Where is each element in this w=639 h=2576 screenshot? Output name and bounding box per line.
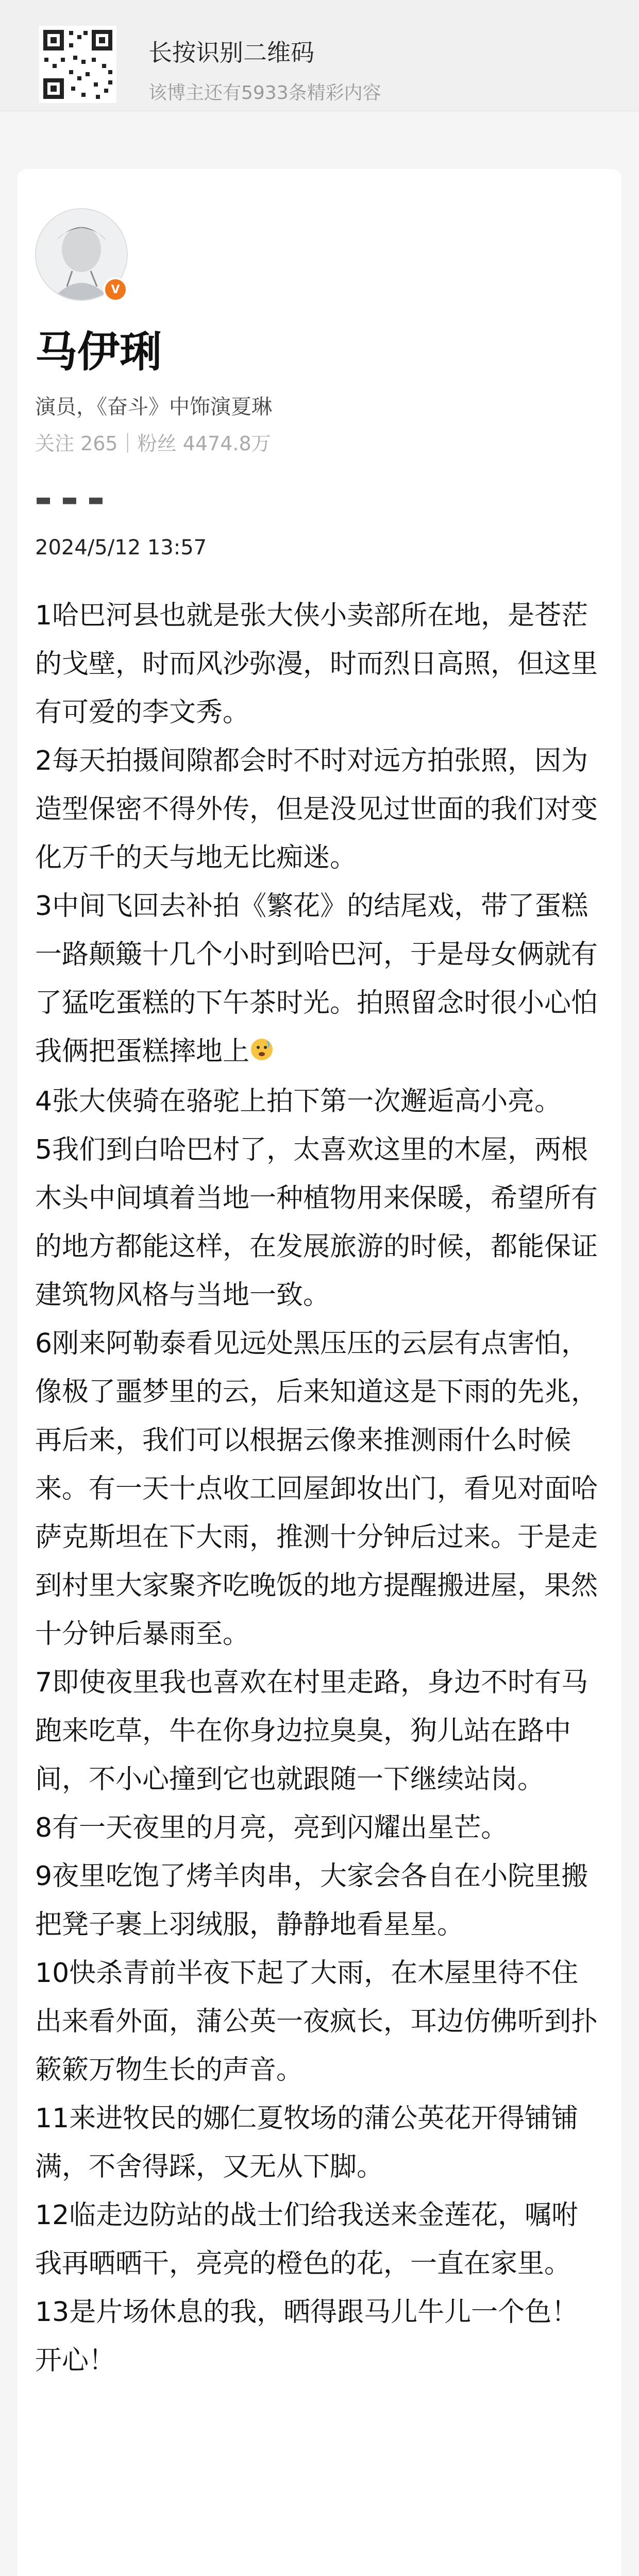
qr-code-icon[interactable] — [39, 26, 116, 103]
weibo-post-card — [18, 169, 621, 2576]
post-date: 2024/5/12 13:57 — [35, 536, 207, 560]
paragraph-1: 1哈巴河县也就是张大侠小卖部所在地，是苍茫的戈壁，时而风沙弥漫，时而烈日高照，但这里有可爱的李文秀。 — [35, 600, 598, 728]
paragraph-3 — [35, 882, 604, 1077]
paragraph-8: 8有一天夜里的月亮，亮到闪耀出星芒。 — [35, 1812, 508, 1843]
verified-badge-icon: V — [103, 277, 128, 302]
paragraph-10: 10快杀青前半夜下起了大雨，在木屋里待不住出来看外面，蒲公英一夜疯长，耳边仿佛听到扑簌簌万物生长的声音。 — [35, 1958, 598, 2086]
follow-stats: 关注 265｜粉丝 4474.8万 — [35, 432, 271, 455]
scared-emoji-icon — [249, 1029, 274, 1077]
paragraph-5: 5我们到白哈巴村了，太喜欢这里的木屋，两根木头中间填着当地一种植物用来保暖，希望所有的地方都能这样，在发展旅游的时候，都能保证建筑物风格与当地一致。 — [35, 1134, 598, 1311]
divider: ▬ ▬ ▬ — [35, 489, 106, 510]
paragraph-6: 6刚来阿勒泰看见远处黑压压的云层有点害怕，像极了噩梦里的云，后来知道这是下雨的先兆，再后来，我们可以根据云像来推测雨什么时候来。有一天十点收工回屋卸妆出门，看见对面哈萨克斯坦在下大雨，推测十分钟后过来。于是走到村里大家聚齐吃晚饭的地方提醒搬进屋，果然十分钟后暴雨至。 — [35, 1328, 598, 1650]
post-content — [35, 591, 604, 2385]
paragraph-7: 7即使夜里我也喜欢在村里走路，身边不时有马跑来吃草，牛在你身边拉臭臭，狗儿站在路中间，不小心撞到它也就跟随一下继续站岗。 — [35, 1667, 588, 1795]
paragraph-11: 11来进牧民的娜仁夏牧场的蒲公英花开得铺铺满，不舍得踩，又无从下脚。 — [35, 2103, 579, 2182]
paragraph-3-text: 3中间飞回去补拍《繁花》的结尾戏，带了蛋糕一路颠簸十几个小时到哈巴河，于是母女俩就有了猛吃蛋糕的下午茶时光。拍照留念时很小心怕我俩把蛋糕摔地上 — [35, 891, 598, 1067]
user-role: 演员，《奋斗》中饰演夏琳 — [35, 395, 272, 419]
username[interactable]: 马伊琍 — [35, 328, 162, 377]
paragraph-12: 12临走边防站的战士们给我送来金莲花，嘱咐我再晒晒干，亮亮的橙色的花，一直在家里。 — [35, 2200, 579, 2279]
paragraph-9: 9夜里吃饱了烤羊肉串，大家会各自在小院里搬把凳子裹上羽绒服，静静地看星星。 — [35, 1861, 588, 1940]
more-content-hint: 该博主还有5933条精彩内容 — [148, 82, 381, 104]
paragraph-13: 13是片场休息的我，晒得跟马儿牛儿一个色！开心！ — [35, 2297, 579, 2376]
top-banner — [0, 0, 639, 111]
paragraph-4: 4张大侠骑在骆驼上拍下第一次邂逅高小亮。 — [35, 1086, 562, 1117]
scan-qr-title: 长按识别二维码 — [148, 39, 314, 66]
paragraph-2: 2每天拍摄间隙都会时不时对远方拍张照，因为造型保密不得外传，但是没见过世面的我们对变化万千的天与地无比痴迷。 — [35, 745, 598, 873]
